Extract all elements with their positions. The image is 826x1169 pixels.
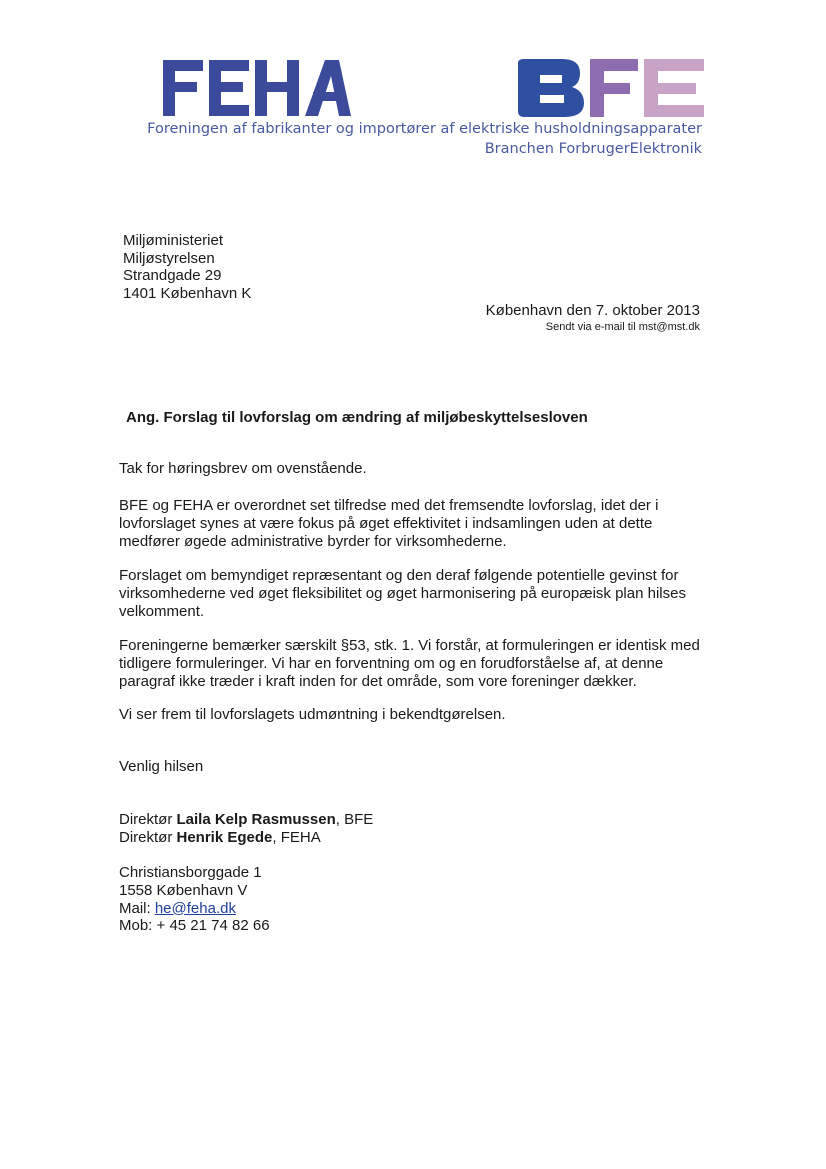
signer-name: Henrik Egede <box>176 828 273 846</box>
tagline-feha: Foreningen af fabrikanter og importører af elektriske husholdningsapparater <box>147 121 702 137</box>
contact-mobile: Mob: + 45 21 74 82 66 <box>119 917 270 935</box>
signature-block <box>119 811 373 847</box>
recipient-address <box>123 232 251 302</box>
signature-line: Direktør Laila Kelp Rasmussen, BFE <box>119 811 374 828</box>
recipient-line: Miljøstyrelsen <box>123 249 215 267</box>
sent-via-line: Sendt via e-mail til mst@mst.dk <box>545 321 700 333</box>
body-paragraph: Tak for høringsbrev om ovenstående. <box>119 460 367 477</box>
contact-block <box>119 864 270 935</box>
recipient-line: Strandgade 29 <box>123 267 222 284</box>
contact-city: 1558 København V <box>119 881 248 899</box>
body-paragraph: BFE og FEHA er overordnet set tilfredse med det fremsendte lovforslag, idet der i lovforslaget synes at være fokus på øget effektivitet i indsamlingen uden at dette medfører øgede administrative byrder for virksomhederne. <box>119 497 659 550</box>
recipient-line: 1401 København K <box>123 284 252 302</box>
signature-line: Direktør Henrik Egede, FEHA <box>119 828 321 846</box>
subject-heading: Ang. Forslag til lovforslag om ændring af miljøbeskyttelsesloven <box>126 409 588 426</box>
body-paragraph: Foreningerne bemærker særskilt §53, stk. 1. Vi forstår, at formuleringen er identisk med tidligere formuleringer. Vi har en forventning om og en forudforståelse af, at denne paragraf ikke træder i kraft inden for det område, som vore foreninger dækker. <box>119 637 700 690</box>
date-line: København den 7. oktober 2013 <box>485 302 700 319</box>
closing-greeting: Venlig hilsen <box>119 758 204 775</box>
contact-street: Christiansborggade 1 <box>119 864 262 881</box>
email-link[interactable]: he@feha.dk <box>154 899 236 917</box>
recipient-line: Miljøministeriet <box>123 232 224 249</box>
body-paragraph: Vi ser frem til lovforslagets udmøntning i bekendtgørelsen. <box>119 706 506 723</box>
contact-mail: Mail: he@feha.dk <box>119 899 236 917</box>
tagline-bfe: Branchen ForbrugerElektronik <box>484 141 702 157</box>
bfe-logo <box>518 57 706 119</box>
signer-name: Laila Kelp Rasmussen <box>176 811 336 828</box>
feha-logo <box>163 58 351 118</box>
body-paragraph: Forslaget om bemyndiget repræsentant og den deraf følgende potentielle gevinst for virksomhederne ved øget fleksibilitet og øget harmonisering på europæisk plan hilses velkomment. <box>119 567 686 620</box>
